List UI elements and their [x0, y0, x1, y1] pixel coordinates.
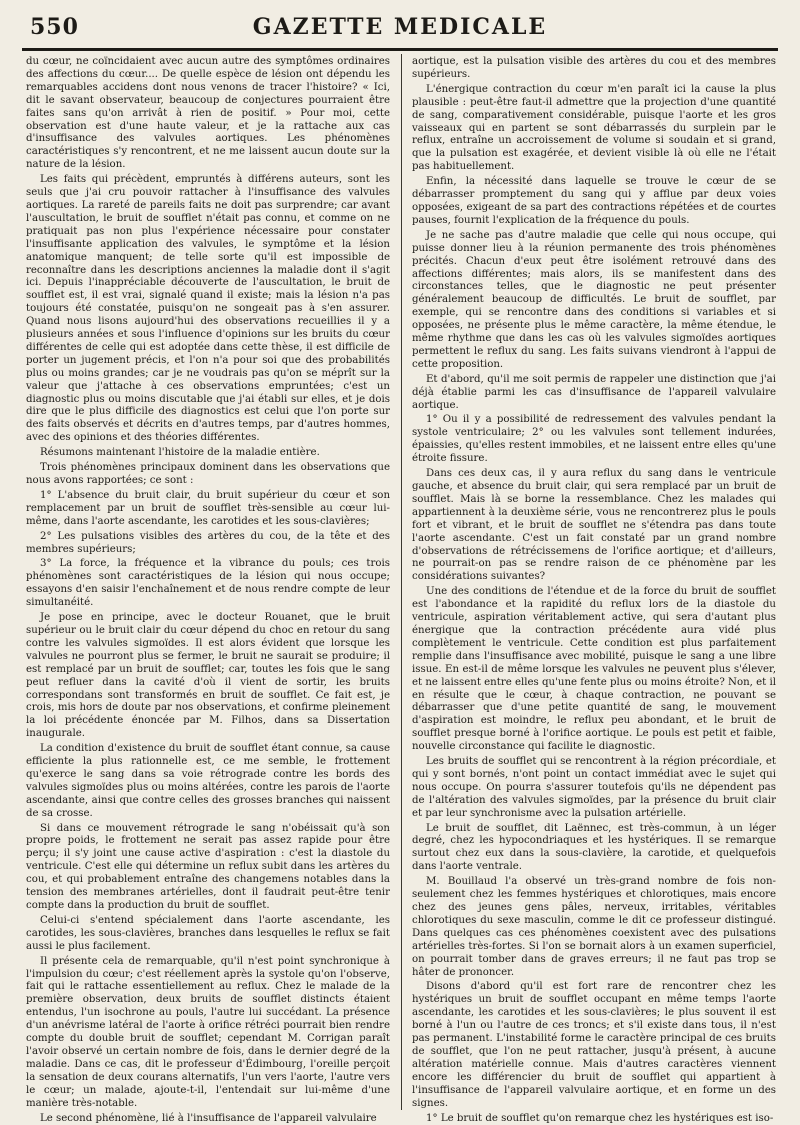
journal-title: GAZETTE MEDICALE	[22, 14, 778, 40]
paragraph: 1° L'absence du bruit clair, du bruit supérieur du cœur et son remplacement par un bruit de soufflet très-sensible au cœur lui-même, dans l'aorte ascendante, les carotides et les sous-clavières;	[26, 490, 390, 529]
paragraph: M. Bouillaud l'a observé un très-grand nombre de fois non-seulement chez les femmes hystériques et chlorotiques, mais encore chez des jeunes gens pâles, nerveux, irritables, véritables chlorotiques du sexe masculin, comme le dit ce professeur distingué. Dans quelques cas ces phénomènes coexistent avec des pulsations artérielles très-fortes. Si l'on se bornait alors à un examen superficiel, on pourrait tomber dans de graves erreurs; il ne faut pas trop se hâter de prononcer.	[412, 876, 776, 979]
paragraph: Et d'abord, qu'il me soit permis de rappeler une distinction que j'ai déjà établie parmi les cas d'insuffisance de l'appareil valvulaire aortique.	[412, 374, 776, 413]
paragraph: du cœur, ne coïncidaient avec aucun autre des symptômes ordinaires des affections du cœur.... De quelle espèce de lésion ont dépendu les remarquables accidens dont nous venons de tracer l'histoire? « Ici, dit le savant observateur, beaucoup de conjectures pourraient être faites sans qu'on arrivât à rien de positif. » Pour moi, cette observation est d'une haute valeur, et je la rattache aux cas d'insuffisance des valvules aortiques. Les phénomènes caractéristiques s'y rencontrent, et ne me laissent aucun doute sur la nature de la lésion.	[26, 56, 390, 172]
paragraph: Dans ces deux cas, il y aura reflux du sang dans le ventricule gauche, et absence du bruit clair, qui sera remplacé par un bruit de soufflet. Mais là se borne la ressemblance. Chez les malades qui appartiennent à la deuxième série, vous ne rencontrerez plus le pouls fort et vibrant, et le bruit de soufflet ne s'étendra pas dans toute l'aorte ascendante. C'est un fait constaté par un grand nombre d'observations de rétrécissemens de l'orifice aortique; et d'ailleurs, ne pourrait-on pas se rendre raison de ce phénomène par les considérations suivantes?	[412, 468, 776, 584]
paragraph: Disons d'abord qu'il est fort rare de rencontrer chez les hystériques un bruit de soufflet occupant en même temps l'aorte ascendante, les carotides et les sous-clavières; le plus souvent il est borné à l'un ou l'autre de ces troncs; et s'il existe dans tous, il n'est pas permanent. L'instabilité forme le caractère principal de ces bruits de soufflet, que l'on ne peut rattacher, jusqu'à présent, à aucune altération matérielle connue. Mais d'autres caractères viennent encore les différencier du bruit de soufflet qui appartient à l'insuffisance de l'appareil valvulaire aortique, et en forme un des signes.	[412, 981, 776, 1110]
paragraph: Une des conditions de l'étendue et de la force du bruit de soufflet est l'abondance et la rapidité du reflux lors de la diastole du ventricule, aspiration véritablement active, qui sera d'autant plus énergique que la contraction précédente aura vidé plus complètement le ventricule. Cette condition est plus parfaitement remplie dans l'insuffisance avec mobilité, puisque le sang a une libre issue. En est-il de même lorsque les valvules ne peuvent plus s'élever, et ne laissent entre elles qu'une fente plus ou moins étroite? Non, et il en résulte que le cœur, à chaque contraction, ne pouvant se débarrasser que d'une petite quantité de sang, le mouvement d'aspiration est moindre, le reflux peu abondant, et le bruit de soufflet presque borné à l'orifice aortique. Le pouls est petit et faible, nouvelle circonstance qui facilite le diagnostic.	[412, 586, 776, 754]
paragraph: Celui-ci s'entend spécialement dans l'aorte ascendante, les carotides, les sous-clavières, branches dans lesquelles le reflux se fait aussi le plus facilement.	[26, 915, 390, 954]
paragraph: Trois phénomènes principaux dominent dans les observations que nous avons rapportées; ce sont :	[26, 462, 390, 488]
paragraph: La condition d'existence du bruit de soufflet étant connue, sa cause efficiente la plus rationnelle est, ce me semble, le frottement qu'exerce le sang dans sa voie rétrograde contre les bords des valvules sigmoïdes plus ou moins altérées, contre les parois de l'aorte ascendante, ainsi que contre celles des grosses branches qui naissent de sa crosse.	[26, 743, 390, 820]
paragraph: 3° La force, la fréquence et la vibrance du pouls; ces trois phénomènes sont caractéristiques de la lésion qui nous occupe; essayons d'en saisir l'enchaînement et de nous rendre compte de leur simultanéité.	[26, 558, 390, 610]
right-column	[412, 56, 776, 1108]
column-divider	[401, 54, 402, 1110]
paragraph: 1° Ou il y a possibilité de redressement des valvules pendant la systole ventriculaire; 2° ou les valvules sont tellement indurées, épaissies, qu'elles restent immobiles, et ne laissent entre elles qu'une étroite fissure.	[412, 414, 776, 466]
paragraph: Si dans ce mouvement rétrograde le sang n'obéissait qu'à son propre poids, le frottement ne serait pas assez rapide pour être perçu; il s'y joint une cause active d'aspiration : c'est la diastole du ventricule. C'est elle qui détermine un reflux subit dans les artères du cou, et qui probablement entraîne des changemens notables dans la tension des membranes artérielles, dont il faudrait peut-être tenir compte dans la production du bruit de soufflet.	[26, 823, 390, 913]
paragraph: Je ne sache pas d'autre maladie que celle qui nous occupe, qui puisse donner lieu à la réunion permanente des trois phénomènes précités. Chacun d'eux peut être isolément retrouvé dans des affections différentes; mais alors, ils se manifestent dans des circonstances telles, que le diagnostic ne peut présenter généralement beaucoup de difficultés. Le bruit de soufflet, par exemple, qui se rencontre dans des conditions si variables et si opposées, ne présente plus le même caractère, la même étendue, le même rhythme que dans les cas où les valvules sigmoïdes aortiques permettent le reflux du sang. Les faits suivans viendront à l'appui de cette proposition.	[412, 230, 776, 372]
page-header	[22, 12, 778, 46]
left-column	[26, 56, 390, 1108]
paragraph: 2° Les pulsations visibles des artères du cou, de la tête et des membres supérieurs;	[26, 531, 390, 557]
header-rule	[22, 48, 778, 51]
paragraph: Les faits qui précèdent, empruntés à différens auteurs, sont les seuls que j'ai cru pouvoir rattacher à l'insuffisance des valvules aortiques. La rareté de pareils faits ne doit pas surprendre; car avant l'auscultation, le bruit de soufflet n'était pas connu, et comme on ne pratiquait pas non plus l'expérience nécessaire pour constater l'insuffisante application des valvules, le symptôme et la lésion anatomique manquent; de telle sorte qu'il est impossible de reconnaître dans les descriptions anciennes la maladie dont il s'agit ici. Depuis l'inappréciable découverte de l'auscultation, le bruit de soufflet est, il est vrai, signalé quand il existe; mais la lésion n'a pas toujours été constatée, puisqu'on ne songeait pas à s'en assurer. Quand nous lisons aujourd'hui des observations recueillies il y a plusieurs années et sous l'influence d'opinions sur les bruits du cœur différentes de celle qui est adoptée dans cette thèse, il est difficile de porter un jugement précis, et l'on n'a pour soi que des probabilités plus ou moins grandes; car je ne voudrais pas qu'on se méprît sur la valeur que j'attache à ces observations empruntées; c'est un diagnostic plus ou moins discutable que j'ai établi sur elles, et je dois dire que le plus difficile des diagnostics est celui que l'on porte sur des faits observés et décrits en d'autres temps, par d'autres hommes, avec des opinions et des théories différentes.	[26, 174, 390, 445]
paragraph: Le second phénomène, lié à l'insuffisance de l'appareil valvulaire	[26, 1113, 390, 1125]
paragraph: 1° Le bruit de soufflet qu'on remarque chez les hystériques est iso-	[412, 1113, 776, 1125]
paragraph: aortique, est la pulsation visible des artères du cou et des membres supérieurs.	[412, 56, 776, 82]
paragraph: Je pose en principe, avec le docteur Rouanet, que le bruit supérieur ou le bruit clair du cœur dépend du choc en retour du sang contre les valvules sigmoïdes. Il est alors évident que lorsque les valvules ne pourront plus se fermer, le bruit ne saurait se produire; il est remplacé par un bruit de soufflet; car, toutes les fois que le sang peut refluer dans la cavité d'où il vient de sortir, les bruits correspondans sont transformés en bruit de soufflet. Ce fait est, je crois, mis hors de doute par nos observations, et confirme pleinement la loi précédente énoncée par M. Filhos, dans sa Dissertation inaugurale.	[26, 612, 390, 741]
paragraph: Le bruit de soufflet, dit Laënnec, est très-commun, à un léger degré, chez les hypocondriaques et les hystériques. Il se remarque surtout chez eux dans la sous-clavière, la carotide, et quelquefois dans l'aorte ventrale.	[412, 823, 776, 875]
paragraph: L'énergique contraction du cœur m'en paraît ici la cause la plus plausible : peut-être faut-il admettre que la projection d'une quantité de sang, comparativement considérable, puisque l'aorte et les gros vaisseaux qui en partent se sont débarrassés du surplein par le reflux, entraîne un accroissement de volume si soudain et si grand, que la pulsation est exagérée, et devient visible là où elle ne l'était pas habituellement.	[412, 84, 776, 174]
paragraph: Résumons maintenant l'histoire de la maladie entière.	[26, 447, 390, 460]
paragraph: Il présente cela de remarquable, qu'il n'est point synchronique à l'impulsion du cœur; c'est réellement après la systole qu'on l'observe, fait qui le rattache essentiellement au reflux. Chez le malade de la première observation, deux bruits de soufflet distincts étaient entendus, l'un isochrone au pouls, l'autre lui succédant. La présence d'un anévrisme latéral de l'aorte à orifice rétréci pourrait bien rendre compte du double bruit de soufflet; cependant M. Corrigan paraît l'avoir observé un certain nombre de fois, dans le dernier degré de la maladie. Dans ce cas, dit le professeur d'Édimbourg, l'oreille perçoit la sensation de deux courans alternatifs, l'un vers l'aorte, l'autre vers le cœur; un malade, ajoute-t-il, l'entendait sur lui-même d'une manière très-notable.	[26, 956, 390, 1111]
paragraph: Les bruits de soufflet qui se rencontrent à la région précordiale, et qui y sont bornés, n'ont point un contact immédiat avec le sujet qui nous occupe. On pourra s'assurer toutefois qu'ils ne dépendent pas de l'altération des valvules sigmoïdes, par la présence du bruit clair et par leur synchronisme avec la pulsation artérielle.	[412, 756, 776, 821]
page-number: 550	[30, 14, 79, 40]
paragraph: Enfin, la nécessité dans laquelle se trouve le cœur de se débarrasser promptement du sang qui y afflue par deux voies opposées, exigeant de sa part des contractions répétées et de courtes pauses, fournit l'explication de la fréquence du pouls.	[412, 176, 776, 228]
